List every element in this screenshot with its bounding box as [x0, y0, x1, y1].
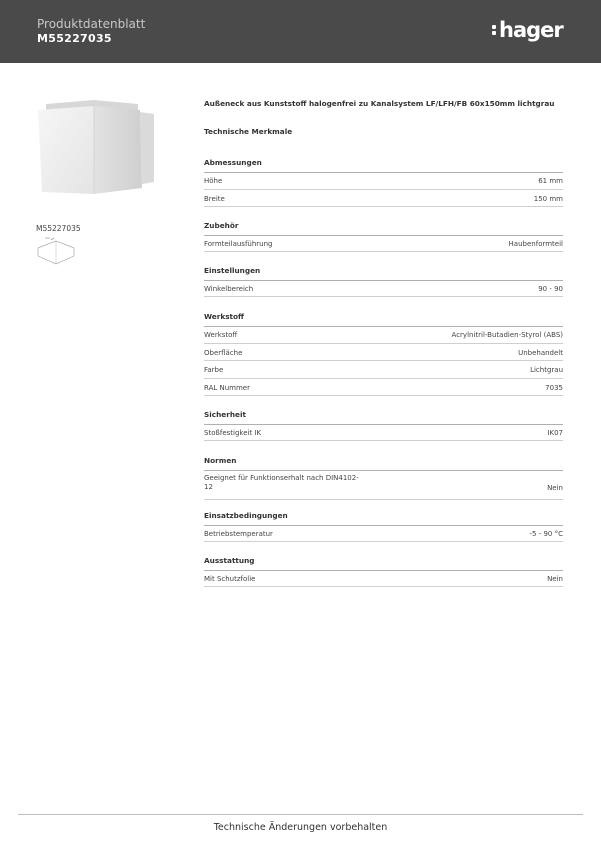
spec-key: Breite	[204, 195, 225, 203]
spec-key: Oberfläche	[204, 349, 243, 357]
section-einstellungen: Einstellungen	[204, 266, 563, 281]
spec-key-line: Geeignet für Funktionserhalt nach DIN4102-	[204, 474, 359, 482]
spec-row-formteilausfuehrung	[204, 235, 563, 252]
spec-value: -5 - 90 °C	[529, 530, 563, 538]
section-zubehoer: Zubehör	[204, 221, 563, 236]
spec-value: 7035	[545, 384, 563, 392]
spec-value: IK07	[547, 429, 563, 437]
article-number: M55227035	[37, 32, 112, 45]
spec-value: Lichtgrau	[530, 366, 563, 374]
page-header	[0, 0, 601, 63]
spec-value: Acrylnitril-Butadien-Styrol (ABS)	[451, 331, 563, 339]
spec-key: Farbe	[204, 366, 224, 374]
spec-row-winkelbereich	[204, 280, 563, 297]
spec-key: Werkstoff	[204, 331, 238, 339]
footer-note: Technische Änderungen vorbehalten	[213, 822, 388, 833]
product-title: Außeneck aus Kunststoff halogenfrei zu Kanalsystem LF/LFH/FB 60x150mm lichtgrau	[204, 99, 555, 108]
spec-row-schutzfolie	[204, 570, 563, 587]
spec-row-oberflaeche	[204, 344, 563, 361]
footer-divider	[18, 814, 583, 815]
spec-value: Nein	[547, 575, 563, 583]
spec-value: Haubenformteil	[508, 240, 563, 248]
section-abmessungen: Abmessungen	[204, 158, 563, 173]
section-werkstoff: Werkstoff	[204, 312, 563, 327]
spec-key	[204, 474, 359, 491]
spec-value: 150 mm	[533, 195, 563, 203]
spec-row-werkstoff	[204, 326, 563, 344]
spec-value: 90 - 90	[538, 285, 563, 293]
spec-row-hoehe	[204, 172, 563, 190]
spec-key: Höhe	[204, 177, 223, 185]
technical-heading: Technische Merkmale	[204, 127, 293, 136]
product-image	[36, 96, 160, 196]
spec-key: Betriebstemperatur	[204, 530, 273, 538]
spec-row-ral-nummer	[204, 379, 563, 396]
spec-row-betriebstemperatur	[204, 525, 563, 542]
spec-row-stossfestigkeit	[204, 424, 563, 441]
spec-value: 61 mm	[538, 177, 563, 185]
dimension-drawing-thumbnail	[36, 236, 76, 268]
thumbnail-label: M55227035	[36, 224, 81, 233]
document-type: Produktdatenblatt	[37, 17, 146, 31]
section-sicherheit: Sicherheit	[204, 410, 563, 425]
spec-value: Unbehandelt	[518, 349, 563, 357]
spec-row-breite	[204, 190, 563, 207]
hager-logo	[492, 18, 563, 42]
section-ausstattung: Ausstattung	[204, 556, 563, 571]
spec-row-funktionserhalt	[204, 470, 563, 500]
section-einsatzbedingungen: Einsatzbedingungen	[204, 511, 563, 526]
spec-key: RAL Nummer	[204, 384, 250, 392]
section-normen: Normen	[204, 456, 563, 471]
spec-key: Mit Schutzfolie	[204, 575, 256, 583]
logo-text: hager	[499, 18, 563, 42]
spec-key: Winkelbereich	[204, 285, 254, 293]
spec-key-line: 12	[204, 483, 213, 491]
spec-key: Formteilausführung	[204, 240, 273, 248]
spec-row-farbe	[204, 361, 563, 379]
spec-value: Nein	[547, 484, 563, 492]
spec-key: Stoßfestigkeit IK	[204, 429, 262, 437]
logo-colon-icon	[492, 18, 497, 36]
